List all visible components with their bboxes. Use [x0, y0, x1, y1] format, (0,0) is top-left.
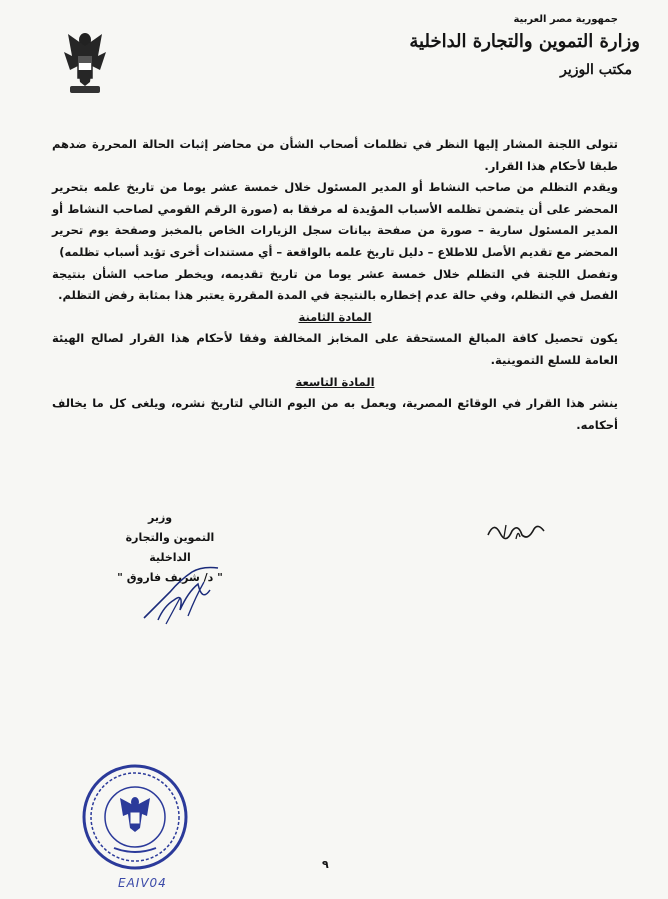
paragraph-grievance-decision: وتفصل اللجنة في التظلم خلال خمسة عشر يوما من تاريخ تقديمه، ويخطر صاحب الشأن بنتيجة الفصل في التظلم، وفي حالة عدم إخطاره بالنتيجة في المدة المقررة يعتبر هذا بمثابة رفض التظلم. — [52, 266, 618, 303]
article-8-heading: المادة الثامنة — [298, 309, 372, 324]
handwritten-reference: EAIV04 — [118, 876, 167, 890]
republic-label: جمهورية مصر العربية — [513, 14, 618, 25]
minister-title: وزير — [148, 511, 173, 524]
article-9-heading: المادة التاسعة — [295, 374, 375, 389]
minister-ministry: التموين والتجارة الداخلية — [125, 531, 215, 564]
minister-office-label: مكتب الوزير — [560, 62, 632, 78]
minister-name: " د/ شريف فاروق " — [117, 571, 223, 584]
article-8-text: يكون تحصيل كافة المبالغ المستحقة على المخابز المخالفة وفقا لأحكام هذا القرار لصالح الهيئة العامة للسلع التموينية. — [52, 331, 618, 367]
minister-handwritten-signature — [140, 562, 224, 626]
ministry-name: وزارة التموين والتجارة الداخلية — [409, 31, 640, 52]
page-number: ٩ — [322, 858, 329, 871]
decree-body — [52, 134, 618, 436]
article-9-text: ينشر هذا القرار في الوقائع المصرية، ويعمل به من اليوم التالي لتاريخ نشره، ويلغى كل ما يخالف أحكامه. — [52, 396, 618, 432]
initials-signature — [484, 515, 548, 545]
paragraph-grievance-submission: ويقدم التظلم من صاحب النشاط أو المدير المسئول خلال خمسة عشر يوما من تاريخ علمه بتحرير المحضر على أن يتضمن تظلمه الأسباب المؤيدة له مرفقا به (صورة الرقم القومي لصاحب النشاط أو المدير المسئول سارية – صورة من صفحة بيانات سجل الزيارات الخاص بالمخبز وصفحة يوم تحرير المحضر مع تقديم الأصل للاطلاع – دليل تاريخ علمه بالواقعة – أي مستندات أخرى تؤيد أسباب تظلمه) — [52, 180, 618, 259]
egypt-eagle-emblem-icon — [60, 26, 110, 98]
paragraph-committee: تتولى اللجنة المشار إليها النظر في تظلمات أصحاب الشأن من محاضر إثبات الحالة المحررة ضدهم طبقا لأحكام هذا القرار. — [52, 137, 618, 173]
ministry-header — [400, 14, 640, 114]
ministry-seal-stamp — [80, 762, 190, 872]
